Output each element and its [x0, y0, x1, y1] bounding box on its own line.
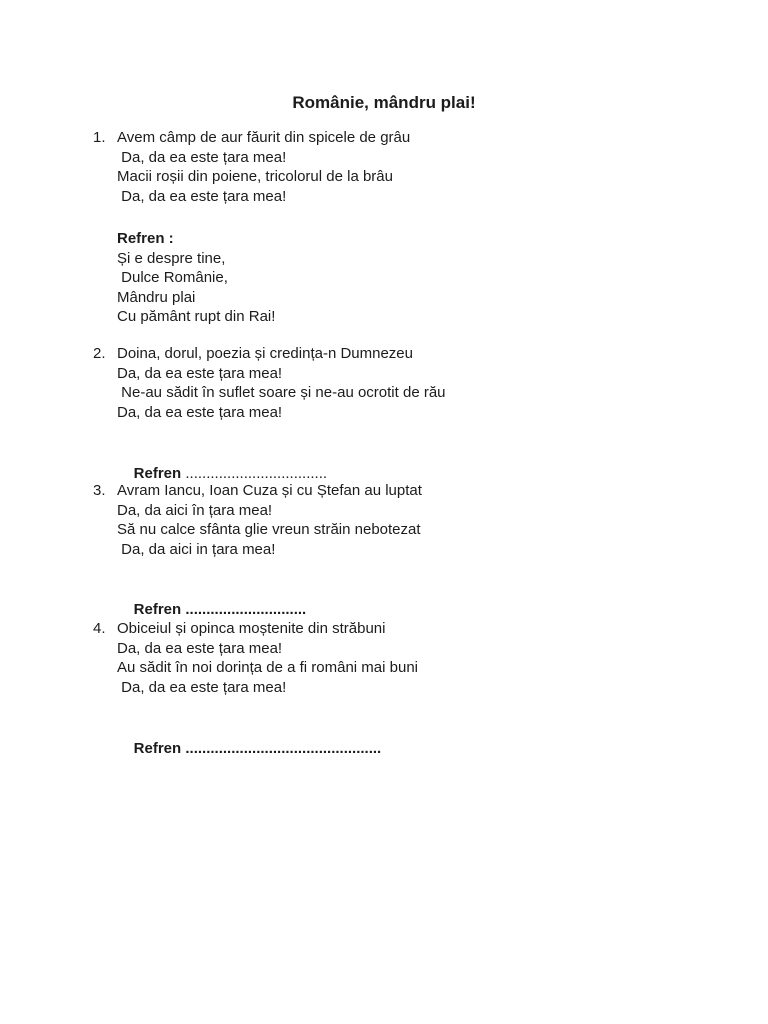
chorus-line: Mândru plai — [117, 288, 196, 306]
verse-lines — [117, 481, 422, 559]
lyric-line: Da, da ea este țara mea! — [117, 364, 283, 382]
verse-2 — [93, 344, 446, 422]
lyric-line: Da, da ea este țara mea! — [117, 403, 283, 421]
lyric-line: Da, da aici în țara mea! — [117, 501, 273, 519]
verse-lines — [117, 619, 418, 697]
chorus-ref-label: Refren — [133, 464, 182, 482]
lyric-line: Da, da ea este țara mea! — [117, 148, 287, 166]
lyric-line: Da, da ea este țara mea! — [117, 639, 283, 657]
lyric-line: Doina, dorul, poezia și credința-n Dumnezeu — [117, 345, 413, 362]
lyric-line: Avram Iancu, Ioan Cuza și cu Ștefan au luptat — [117, 482, 422, 499]
lyric-line: Da, da ea este țara mea! — [117, 678, 287, 696]
chorus-line: Cu pământ rupt din Rai! — [117, 308, 276, 325]
chorus-line: Dulce Românie, — [117, 269, 228, 286]
lyric-line: Ne-au sădit în suflet soare și ne-au ocrotit de rău — [117, 384, 446, 401]
chorus-ref-label: Refren — [133, 739, 182, 757]
verse-number: 2. — [93, 345, 106, 362]
chorus-line: Și e despre tine, — [117, 249, 226, 267]
chorus-block — [117, 229, 275, 327]
lyric-line: Da, da ea este țara mea! — [117, 187, 287, 205]
verse-3 — [93, 481, 422, 559]
song-title: Românie, mândru plai! — [292, 93, 476, 112]
verse-number: 1. — [93, 129, 106, 146]
lyric-line: Macii roșii din poiene, tricolorul de la brâu — [117, 168, 393, 185]
lyric-line: Avem câmp de aur făurit din spicele de grâu — [117, 129, 411, 146]
lyric-line: Obiceiul și opinca moștenite din străbuni — [117, 620, 386, 637]
verse-4 — [93, 619, 418, 697]
chorus-reference-3 — [117, 719, 381, 778]
chorus-ref-dots: .................................. — [181, 464, 328, 482]
verse-number: 3. — [93, 482, 106, 499]
verse-1 — [93, 128, 410, 206]
chorus-ref-dots: ............................................... — [181, 739, 382, 757]
verse-number: 4. — [93, 620, 106, 637]
lyric-line: Să nu calce sfânta glie vreun străin nebotezat — [117, 521, 421, 538]
verse-lines — [117, 128, 410, 206]
lyric-line: Da, da aici in țara mea! — [117, 540, 276, 558]
lyric-line: Au sădit în noi dorința de a fi români mai buni — [117, 659, 419, 676]
chorus-label: Refren : — [117, 230, 174, 247]
chorus-ref-dots: ............................. — [181, 600, 307, 618]
verse-lines — [117, 344, 446, 422]
chorus-ref-label: Refren — [133, 600, 182, 618]
